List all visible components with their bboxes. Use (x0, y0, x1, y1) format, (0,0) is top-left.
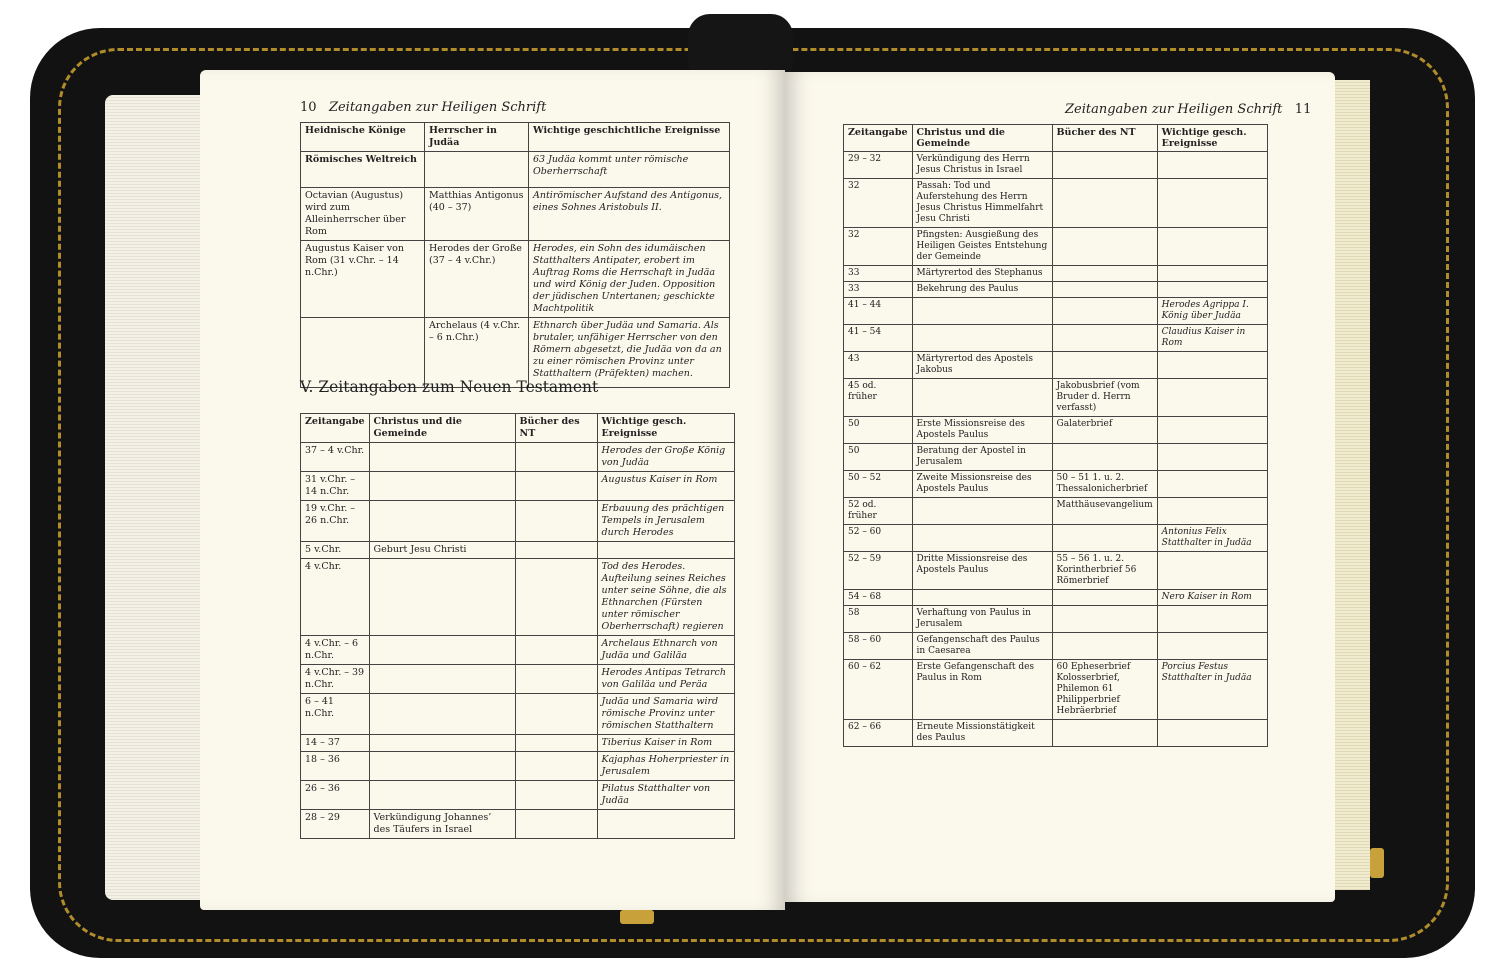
kings-table (300, 122, 730, 388)
table-cell (1157, 179, 1267, 228)
table-cell: Beratung der Apostel in Jerusalem (912, 444, 1052, 471)
table-cell: Zweite Missionsreise des Apostels Paulus (912, 471, 1052, 498)
table-cell: 50 (844, 417, 913, 444)
table-cell: Herodes Antipas Tetrarch von Galiläa und Peräa (597, 665, 734, 694)
table-cell: 60 Epheserbrief Kolosserbrief, Philemon 61 Philipperbrief Hebräerbrief (1052, 660, 1157, 720)
table-header: Zeitangabe (844, 125, 913, 152)
table-cell: 52 od. früher (844, 498, 913, 525)
table-cell: 32 (844, 179, 913, 228)
table-cell: Herodes, ein Sohn des idumäischen Statthalters Antipater, erobert im Auftrag Roms die Herrschaft in Judäa und wird König der Juden. Opposition der jüdischen Untertanen; geschickte Machtpolitik (529, 241, 730, 318)
table-cell: Pfingsten: Ausgießung des Heiligen Geistes Entstehung der Gemeinde (912, 228, 1052, 266)
table-row (844, 325, 1268, 352)
table-cell (1157, 471, 1267, 498)
table-cell: Judäa und Samaria wird römische Provinz unter römischen Statthaltern (597, 694, 734, 735)
running-head: Zeitangaben zur Heiligen Schrift (328, 100, 547, 115)
table-cell (1157, 282, 1267, 298)
table-cell: 33 (844, 282, 913, 298)
table-cell (912, 379, 1052, 417)
table-cell: Dritte Missionsreise des Apostels Paulus (912, 552, 1052, 590)
table-cell: Herodes der Große (37 – 4 v.Chr.) (425, 241, 529, 318)
table-cell: 5 v.Chr. (301, 542, 370, 559)
table-cell (515, 781, 597, 810)
table-cell (1157, 552, 1267, 590)
zipper-pull[interactable] (620, 910, 654, 924)
table-cell: 26 – 36 (301, 781, 370, 810)
table-cell (515, 542, 597, 559)
table-cell (1052, 152, 1157, 179)
table-row (301, 752, 735, 781)
table-cell (369, 636, 515, 665)
table-row (844, 590, 1268, 606)
table-row (301, 188, 730, 241)
table-row (301, 559, 735, 636)
table-row (844, 266, 1268, 282)
table-cell: Matthias Antigonus (40 – 37) (425, 188, 529, 241)
table-row (844, 444, 1268, 471)
table-row (844, 498, 1268, 525)
table-row (301, 241, 730, 318)
table-cell (597, 542, 734, 559)
table-cell (1157, 633, 1267, 660)
table-cell: Erste Missionsreise des Apostels Paulus (912, 417, 1052, 444)
table-cell (369, 694, 515, 735)
table-cell (912, 525, 1052, 552)
table-row (844, 282, 1268, 298)
nt-table-left (300, 413, 735, 839)
table-header: Heidnische Könige (301, 123, 425, 152)
table-cell: Antonius Felix Statthalter in Judäa (1157, 525, 1267, 552)
zipper-pull-2[interactable] (1370, 848, 1384, 878)
table-row (844, 179, 1268, 228)
table-cell: Märtyrertod des Apostels Jakobus (912, 352, 1052, 379)
left-header (300, 100, 546, 115)
table-cell: Augustus Kaiser von Rom (31 v.Chr. – 14 n.Chr.) (301, 241, 425, 318)
table-cell (1052, 266, 1157, 282)
table-cell (1052, 525, 1157, 552)
table-row (844, 298, 1268, 325)
table-row (844, 228, 1268, 266)
table-cell: Erbauung des prächtigen Tempels in Jerusalem durch Herodes (597, 501, 734, 542)
table-row (301, 810, 735, 839)
table-cell: Verkündigung Johannes’ des Täufers in Israel (369, 810, 515, 839)
table-cell: 50 – 51 1. u. 2. Thessalonicherbrief (1052, 471, 1157, 498)
table-cell: Verhaftung von Paulus in Jerusalem (912, 606, 1052, 633)
table-cell: 58 – 60 (844, 633, 913, 660)
table-cell: Claudius Kaiser in Rom (1157, 325, 1267, 352)
table-cell (1052, 444, 1157, 471)
table-cell: 60 – 62 (844, 660, 913, 720)
table-cell: Galaterbrief (1052, 417, 1157, 444)
table-cell: Matthäusevangelium (1052, 498, 1157, 525)
table-row (844, 633, 1268, 660)
table-cell: 41 – 54 (844, 325, 913, 352)
table-cell: 62 – 66 (844, 720, 913, 747)
table-cell (369, 472, 515, 501)
left-page (200, 70, 785, 910)
table-cell (912, 298, 1052, 325)
table-cell: 41 – 44 (844, 298, 913, 325)
table-cell: Jakobusbrief (vom Bruder d. Herrn verfasst) (1052, 379, 1157, 417)
table-cell: Herodes der Große König von Judäa (597, 443, 734, 472)
table-cell: Herodes Agrippa I. König über Judäa (1157, 298, 1267, 325)
table-row (844, 525, 1268, 552)
table-row (301, 636, 735, 665)
table-header: Christus und die Gemeinde (369, 414, 515, 443)
table-row (844, 660, 1268, 720)
table-cell: 14 – 37 (301, 735, 370, 752)
table-row (844, 417, 1268, 444)
table-cell: Octavian (Augustus) wird zum Alleinherrscher über Rom (301, 188, 425, 241)
table-cell: 50 – 52 (844, 471, 913, 498)
table-cell (515, 443, 597, 472)
table-cell (515, 735, 597, 752)
table-cell (369, 443, 515, 472)
table-cell: 43 (844, 352, 913, 379)
table-cell (515, 501, 597, 542)
table-cell: Ethnarch über Judäa und Samaria. Als brutaler, unfähiger Herrscher von den Römern abgesetzt, die Judäa von da an zu einer römischen Provinz unter Statthaltern (Präfekten) machen. (529, 318, 730, 388)
table-cell: 45 od. früher (844, 379, 913, 417)
table-cell (1157, 379, 1267, 417)
table-cell: 32 (844, 228, 913, 266)
table-cell (1157, 228, 1267, 266)
table-row (301, 694, 735, 735)
table-row (301, 542, 735, 559)
table-cell (1157, 720, 1267, 747)
table-cell: 37 – 4 v.Chr. (301, 443, 370, 472)
table-cell: 28 – 29 (301, 810, 370, 839)
table-row (301, 501, 735, 542)
table-cell: 52 – 60 (844, 525, 913, 552)
table-cell: Bekehrung des Paulus (912, 282, 1052, 298)
table-cell (515, 694, 597, 735)
table-cell: Kajaphas Hoherpriester in Jerusalem (597, 752, 734, 781)
nt-table-right (843, 124, 1268, 747)
table-cell: Verkündigung des Herrn Jesus Christus in Israel (912, 152, 1052, 179)
table-cell (515, 472, 597, 501)
table-cell (1052, 282, 1157, 298)
table-cell: Römisches Weltreich (301, 152, 425, 188)
table-cell: 4 v.Chr. – 6 n.Chr. (301, 636, 370, 665)
table-cell (301, 318, 425, 388)
table-header: Wichtige geschichtliche Ereignisse (529, 123, 730, 152)
table-row (844, 552, 1268, 590)
table-row (301, 318, 730, 388)
table-cell (1052, 298, 1157, 325)
table-row (844, 152, 1268, 179)
table-cell (369, 752, 515, 781)
table-cell: Nero Kaiser in Rom (1157, 590, 1267, 606)
table-cell: 6 – 41 n.Chr. (301, 694, 370, 735)
table-cell: 63 Judäa kommt unter römische Oberherrschaft (529, 152, 730, 188)
table-row (844, 379, 1268, 417)
table-cell (1052, 228, 1157, 266)
table-cell: Porcius Festus Statthalter in Judäa (1157, 660, 1267, 720)
table-row (844, 471, 1268, 498)
table-cell: 54 – 68 (844, 590, 913, 606)
table-cell (1157, 152, 1267, 179)
table-row (301, 472, 735, 501)
table-cell: 4 v.Chr. – 39 n.Chr. (301, 665, 370, 694)
table-cell: 29 – 32 (844, 152, 913, 179)
table-cell: Augustus Kaiser in Rom (597, 472, 734, 501)
table-cell: 52 – 59 (844, 552, 913, 590)
table-cell (1052, 590, 1157, 606)
table-cell: Passah: Tod und Auferstehung des Herrn Jesus Christus Himmelfahrt Jesu Christi (912, 179, 1052, 228)
table-cell: Archelaus Ethnarch von Judäa und Galiläa (597, 636, 734, 665)
running-head: Zeitangaben zur Heiligen Schrift (1065, 102, 1283, 117)
table-cell (912, 498, 1052, 525)
table-cell: Erste Gefangenschaft des Paulus in Rom (912, 660, 1052, 720)
table-cell (912, 325, 1052, 352)
table-header: Bücher des NT (1052, 125, 1157, 152)
table-cell: 55 – 56 1. u. 2. Korintherbrief 56 Römerbrief (1052, 552, 1157, 590)
table-cell (1052, 633, 1157, 660)
table-cell (369, 501, 515, 542)
table-cell (515, 752, 597, 781)
table-cell: 31 v.Chr. – 14 n.Chr. (301, 472, 370, 501)
right-page (785, 72, 1335, 902)
page-number: 10 (300, 100, 317, 115)
table-header: Christus und die Gemeinde (912, 125, 1052, 152)
table-cell: 33 (844, 266, 913, 282)
table-cell: Archelaus (4 v.Chr. – 6 n.Chr.) (425, 318, 529, 388)
table-cell (1157, 606, 1267, 633)
table-cell: Antirömischer Aufstand des Antigonus, eines Sohnes Aristobuls II. (529, 188, 730, 241)
table-cell (425, 152, 529, 188)
table-cell: Tiberius Kaiser in Rom (597, 735, 734, 752)
table-cell: 4 v.Chr. (301, 559, 370, 636)
table-cell (369, 781, 515, 810)
section-title: V. Zeitangaben zum Neuen Testament (300, 378, 599, 396)
table-cell (515, 665, 597, 694)
table-header: Wichtige gesch. Ereignisse (1157, 125, 1267, 152)
table-cell (515, 559, 597, 636)
table-cell: Tod des Herodes. Aufteilung seines Reiches unter seine Söhne, die als Ethnarchen (Fürsten unter römischer Oberherrschaft) regieren (597, 559, 734, 636)
table-cell (1157, 444, 1267, 471)
table-header: Wichtige gesch. Ereignisse (597, 414, 734, 443)
table-cell (1157, 417, 1267, 444)
table-cell (1052, 179, 1157, 228)
page-number: 11 (1294, 102, 1312, 117)
table-row (301, 665, 735, 694)
table-cell (1052, 606, 1157, 633)
table-cell: Pilatus Statthalter von Judäa (597, 781, 734, 810)
table-cell: Gefangenschaft des Paulus in Caesarea (912, 633, 1052, 660)
table-header: Bücher des NT (515, 414, 597, 443)
table-cell (1157, 498, 1267, 525)
table-row (844, 720, 1268, 747)
table-cell (515, 810, 597, 839)
table-cell (369, 559, 515, 636)
table-row (844, 606, 1268, 633)
table-row (301, 152, 730, 188)
table-cell (1157, 352, 1267, 379)
table-row (301, 443, 735, 472)
table-cell (369, 735, 515, 752)
table-cell: Erneute Missionstätigkeit des Paulus (912, 720, 1052, 747)
table-cell (597, 810, 734, 839)
table-cell: 19 v.Chr. – 26 n.Chr. (301, 501, 370, 542)
table-cell: Märtyrertod des Stephanus (912, 266, 1052, 282)
table-cell (1052, 325, 1157, 352)
table-header: Herrscher in Judäa (425, 123, 529, 152)
table-cell: Geburt Jesu Christi (369, 542, 515, 559)
table-row (844, 352, 1268, 379)
table-cell: 50 (844, 444, 913, 471)
table-cell (912, 590, 1052, 606)
table-row (301, 735, 735, 752)
table-header: Zeitangabe (301, 414, 370, 443)
right-header (1065, 102, 1311, 117)
table-cell: 18 – 36 (301, 752, 370, 781)
table-cell (1052, 720, 1157, 747)
table-cell (369, 665, 515, 694)
table-cell (1052, 352, 1157, 379)
table-row (301, 781, 735, 810)
table-cell (1157, 266, 1267, 282)
table-cell: 58 (844, 606, 913, 633)
table-cell (515, 636, 597, 665)
